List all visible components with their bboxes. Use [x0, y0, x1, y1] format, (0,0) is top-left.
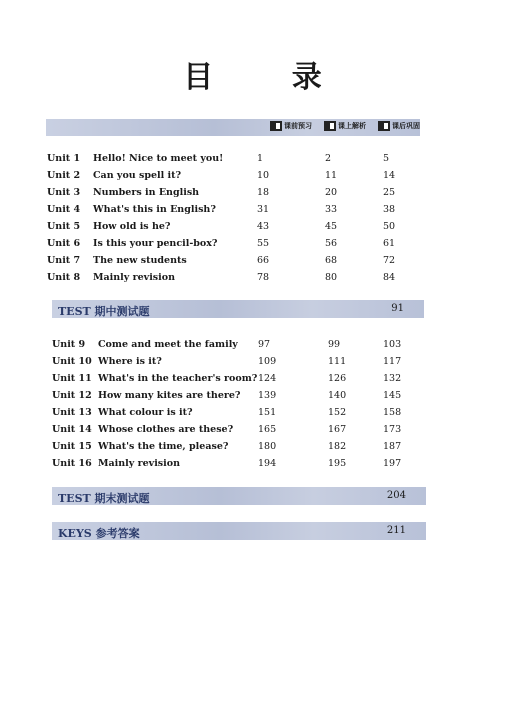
page-preview: 31	[257, 204, 270, 215]
unit-number: Unit 3	[47, 187, 81, 198]
unit-title: The new students	[93, 255, 187, 266]
page-preview: 55	[257, 238, 270, 249]
page-lesson: 45	[325, 221, 338, 232]
unit-number: Unit 12	[52, 390, 92, 401]
unit-title: How old is he?	[93, 221, 171, 232]
legend-label: 课前预习	[284, 122, 312, 130]
unit-title: What's in the teacher's room?	[98, 373, 258, 384]
page-review: 197	[383, 458, 402, 469]
toc-row[interactable]	[0, 373, 505, 387]
unit-title: Hello! Nice to meet you!	[93, 153, 224, 164]
legend-label: 课后巩固	[392, 122, 420, 130]
page-lesson: 56	[325, 238, 338, 249]
keys-label: KEYS 参考答案	[58, 527, 140, 540]
page-lesson: 20	[325, 187, 338, 198]
page-preview: 165	[258, 424, 277, 435]
page-lesson: 33	[325, 204, 338, 215]
unit-number: Unit 2	[47, 170, 81, 181]
page-lesson: 68	[325, 255, 338, 266]
page-preview: 151	[258, 407, 277, 418]
unit-number: Unit 11	[52, 373, 92, 384]
unit-number: Unit 14	[52, 424, 92, 435]
unit-number: Unit 13	[52, 407, 92, 418]
page-lesson: 195	[328, 458, 347, 469]
page-lesson: 182	[328, 441, 347, 452]
unit-number: Unit 15	[52, 441, 92, 452]
page-preview: 109	[258, 356, 277, 367]
unit-title: Can you spell it?	[93, 170, 182, 181]
keys-page: 211	[386, 525, 406, 536]
toc-row[interactable]	[0, 356, 505, 370]
page-review: 158	[383, 407, 402, 418]
page-preview: 124	[258, 373, 277, 384]
page-review: 14	[383, 170, 396, 181]
page-preview: 43	[257, 221, 270, 232]
page-preview: 66	[257, 255, 270, 266]
final-page: 204	[386, 490, 406, 501]
toc-row[interactable]	[0, 458, 505, 472]
unit-number: Unit 7	[47, 255, 81, 266]
unit-title: Mainly revision	[93, 272, 176, 283]
page-review: 61	[383, 238, 396, 249]
unit-number: Unit 1	[47, 153, 81, 164]
page-preview: 97	[258, 339, 271, 350]
unit-title: Come and meet the family	[98, 339, 238, 350]
unit-number: Unit 5	[47, 221, 81, 232]
page-lesson: 11	[325, 170, 338, 181]
page-review: 103	[383, 339, 402, 350]
unit-number: Unit 8	[47, 272, 81, 283]
page-preview: 1	[257, 153, 264, 164]
page-review: 173	[383, 424, 402, 435]
midterm-page: 91	[391, 303, 404, 314]
page-review: 187	[383, 441, 402, 452]
unit-number: Unit 6	[47, 238, 81, 249]
midterm-label: TEST 期中测试题	[58, 305, 150, 318]
toc-row[interactable]	[0, 441, 505, 455]
page-preview: 18	[257, 187, 270, 198]
page-review: 25	[383, 187, 396, 198]
page-preview: 180	[258, 441, 277, 452]
page-preview: 139	[258, 390, 277, 401]
unit-title: Mainly revision	[98, 458, 181, 469]
page-review: 5	[383, 153, 390, 164]
page-lesson: 99	[328, 339, 341, 350]
page-review: 117	[383, 356, 402, 367]
toc-row[interactable]	[0, 390, 505, 404]
page-preview: 78	[257, 272, 270, 283]
unit-number: Unit 4	[47, 204, 81, 215]
unit-title: What's the time, please?	[98, 441, 229, 452]
unit-number: Unit 16	[52, 458, 92, 469]
toc-row[interactable]	[0, 407, 505, 421]
page-review: 72	[383, 255, 396, 266]
page-lesson: 80	[325, 272, 338, 283]
unit-title: How many kites are there?	[98, 390, 241, 401]
toc-row[interactable]	[0, 339, 505, 353]
unit-title: What colour is it?	[98, 407, 193, 418]
final-test-row[interactable]	[52, 487, 426, 505]
page-review: 145	[383, 390, 402, 401]
page-lesson: 167	[328, 424, 347, 435]
unit-number: Unit 10	[52, 356, 92, 367]
legend-label: 课上解析	[338, 122, 366, 130]
page-title: 目 录	[183, 60, 356, 95]
page-preview: 194	[258, 458, 277, 469]
unit-title: Whose clothes are these?	[98, 424, 234, 435]
page-preview: 10	[257, 170, 270, 181]
keys-row[interactable]	[52, 522, 426, 540]
page-lesson: 111	[328, 356, 347, 367]
page-lesson: 126	[328, 373, 347, 384]
page-review: 132	[383, 373, 402, 384]
page-review: 38	[383, 204, 396, 215]
unit-number: Unit 9	[52, 339, 86, 350]
final-label: TEST 期末测试题	[58, 492, 150, 505]
unit-title: Where is it?	[98, 356, 162, 367]
page-lesson: 2	[325, 153, 332, 164]
unit-title: What's this in English?	[93, 204, 216, 215]
page-review: 50	[383, 221, 396, 232]
page-review: 84	[383, 272, 396, 283]
page-lesson: 140	[328, 390, 347, 401]
toc-row[interactable]	[0, 424, 505, 438]
page-lesson: 152	[328, 407, 347, 418]
unit-title: Numbers in English	[93, 187, 200, 198]
unit-title: Is this your pencil-box?	[93, 238, 218, 249]
